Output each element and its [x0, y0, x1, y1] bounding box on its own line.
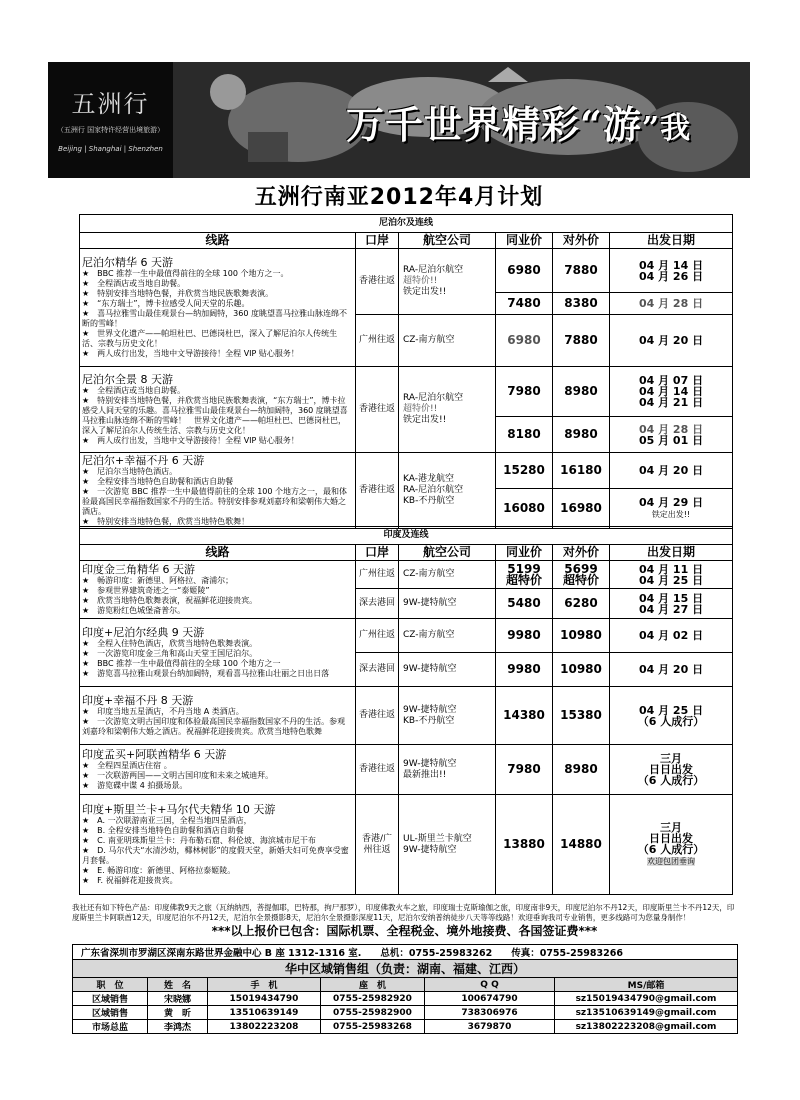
route-point: ★ 印度当地五星酒店，不丹当地 A 类酒店。 [82, 707, 244, 716]
price-included-note: ***以上报价已包含：国际机票、全程税金、境外地接费、各国签证费*** [211, 924, 598, 938]
col-landline: 座 机 [321, 978, 425, 992]
trade-price: 7980 [496, 367, 553, 417]
airline-note: 最新推出!! [403, 769, 447, 780]
date-note: （6 人成行） [637, 774, 705, 787]
email-link[interactable]: sz13510639149@gmail.com [555, 1006, 738, 1020]
route-point: ★ 特别安排当地特色餐，欣赏当地特色歌舞！ [82, 517, 250, 526]
airline-name: 9W-捷特航空 [403, 758, 457, 769]
route-nepal-bhutan [80, 453, 356, 529]
trade-price: 7480 [496, 293, 553, 315]
date: 04 月 15 日 [638, 591, 704, 605]
qq: 100674790 [425, 992, 555, 1006]
name: 宋晓娜 [148, 992, 208, 1006]
route-point: ★ A. 一次联游南亚三国，全程当地四星酒店， [82, 816, 252, 825]
date: 04 月 25 日 [638, 573, 704, 587]
airline-note: 超特价!! [403, 404, 438, 414]
trade-price: 15280 [496, 453, 553, 489]
price: 5699 [564, 561, 598, 576]
retail-price: 16980 [553, 488, 610, 528]
port: 香港/广州往返 [356, 795, 399, 895]
route-point: ★ 全程四星酒店住宿 。 [82, 761, 172, 770]
airline-name: 9W-捷特航空 [403, 704, 457, 715]
phone-text: 总机：0755-25983262 [380, 948, 493, 959]
airline: CZ-南方航空 [399, 315, 496, 367]
port: 广州往返 [356, 315, 399, 367]
mobile: 13510639149 [208, 1006, 321, 1020]
date-note: 铁定出发!! [651, 509, 691, 519]
airline [399, 249, 496, 315]
route-point: ★ BBC 推荐一生中最值得前往的全球 100 个地方之一 [82, 659, 281, 668]
route-point: ★ E. 畅游印度：新德里、阿格拉泰姬陵。 [82, 866, 236, 875]
india-section-title: 印度及连线 [80, 527, 733, 545]
retail-price: 16180 [553, 453, 610, 489]
airline-name: RA-尼泊尔航空 [403, 393, 464, 403]
departure-dates [610, 417, 733, 453]
airline [399, 367, 496, 453]
group-tour-note: 欢迎包团垂询 [647, 857, 696, 866]
col-port: 口岸 [356, 233, 399, 249]
route-point: ★ 全程安排当地特色自助餐和酒店自助餐 [82, 477, 234, 486]
airline: CZ-南方航空 [399, 561, 496, 589]
date: 04 月 25 日 [638, 703, 704, 717]
port: 香港往返 [356, 453, 399, 529]
route-name: 尼泊尔精华 6 天游 [82, 256, 173, 269]
address-text: 广东省深圳市罗湖区深南东路世界金融中心 B 座 1312-1316 室. [81, 948, 362, 959]
date-note: （6 人成行） [637, 843, 705, 856]
retail-price: 7880 [553, 249, 610, 293]
route-point: ★ 特别安排当地特色餐，并欣赏当地民族歌舞表演，“东方瑞士”，博卡拉感受人间天堂的乐趣。喜马拉雅雪山最佳观景台—纳加阔特，360 度眺望喜马拉雅山脉连绵不断的雪峰！ 世界文化遗产——帕坦杜巴、巴德岗杜巴，深入了解尼泊尔人传统生活、宗教与历史文化！ [82, 396, 348, 435]
col-position: 职 位 [73, 978, 148, 992]
route-point: ★ 游览喜马拉雅山观景台纳加阔特，观看喜马拉雅山壮丽之日出日落 [82, 669, 330, 678]
route-point: ★ 特别安排当地特色餐，并欣赏当地民族歌舞表演。 [82, 289, 274, 298]
slogan-main: 万千世界精彩“游 [346, 102, 642, 147]
route-name: 尼泊尔全景 8 天游 [82, 373, 173, 386]
departure-dates [610, 249, 733, 293]
date: 04 月 28 日 [638, 422, 704, 436]
route-nepal-panorama [80, 367, 356, 453]
nepal-section-title: 尼泊尔及连线 [80, 215, 733, 233]
airline-note: 铁定出发!! [403, 287, 447, 297]
date: 04 月 21 日 [638, 396, 704, 409]
airline [399, 687, 496, 745]
route-point: ★ 喜马拉雅雪山最佳观景台—纳加阔特，360 度眺望喜马拉雅山脉连绵不断的雪峰！ [82, 309, 347, 328]
retail-price: 15380 [553, 687, 610, 745]
landline: 0755-25982900 [321, 1006, 425, 1020]
trade-price: 9980 [496, 619, 553, 653]
route-name: 印度+斯里兰卡+马尔代夫精华 10 天游 [82, 803, 276, 816]
retail-price: 8980 [553, 745, 610, 795]
airline: CZ-南方航空 [399, 619, 496, 653]
retail-price: 6280 [553, 589, 610, 619]
port: 深去港回 [356, 589, 399, 619]
trade-price: 5480 [496, 589, 553, 619]
route-india-srilanka-maldives [80, 795, 356, 895]
trade-price: 16080 [496, 488, 553, 528]
col-trade-price: 同业价 [496, 545, 553, 561]
mobile: 15019434790 [208, 992, 321, 1006]
trade-price: 6980 [496, 315, 553, 367]
email-link[interactable]: sz13802223208@gmail.com [555, 1020, 738, 1034]
date: 04 月 20 日 [610, 453, 733, 489]
retail-price: 8980 [553, 417, 610, 453]
price-note: 超特价 [562, 572, 599, 587]
route-point: ★ 全程酒店或当地自助餐。 [82, 279, 186, 288]
port: 香港往返 [356, 249, 399, 315]
route-point: ★ B. 全程安排当地特色自助餐和酒店自助餐 [82, 826, 244, 835]
port: 香港往返 [356, 367, 399, 453]
col-qq: Q Q [425, 978, 555, 992]
route-india-nepal [80, 619, 356, 687]
retail-price: 8980 [553, 367, 610, 417]
date: 三月 [660, 821, 683, 834]
route-point: ★ 游览碟中谍 4 拍摄场景。 [82, 781, 188, 790]
retail-price: 14880 [553, 795, 610, 895]
route-name: 尼泊尔+幸福不丹 6 天游 [82, 454, 205, 467]
landline: 0755-25983268 [321, 1020, 425, 1034]
route-india-mumbai-uae [80, 745, 356, 795]
retail-price: 7880 [553, 315, 610, 367]
trade-price [496, 561, 553, 589]
email-link[interactable]: sz15019434790@gmail.com [555, 992, 738, 1006]
company-logo [48, 62, 173, 178]
airline-name: KB-不丹航空 [403, 715, 455, 726]
route-point: ★ 尼泊尔当地特色酒店。 [82, 467, 178, 476]
col-name: 姓 名 [148, 978, 208, 992]
logo-text: 五洲行 [71, 90, 150, 118]
route-point: ★ 两人成行出发，当地中文导游接待！全程 VIP 贴心服务！ [82, 349, 299, 358]
contact-row [73, 1020, 738, 1034]
departure-dates [610, 687, 733, 745]
retail-price: 8380 [553, 293, 610, 315]
route-point: ★ D. 马尔代夫“水清沙幼，椰林树影”的度假天堂，新婚夫妇可免费享受蜜月套餐。 [82, 846, 349, 865]
route-point: ★ 一次游览文明古国印度和体验最高国民幸福指数国家不丹的生活。参观刘嘉玲和梁朝伟大婚之酒店。祝福鲜花迎接贵宾。欣赏当地特色歌舞 [82, 717, 346, 736]
route-name: 印度+幸福不丹 8 天游 [82, 694, 194, 707]
airline-name: KB-不丹航空 [403, 496, 455, 506]
route-point: ★ C. 南亚明珠斯里兰卡：丹布勒石窟、科伦坡、海滨城市尼干布 [82, 836, 316, 845]
col-dates: 出发日期 [610, 233, 733, 249]
contact-table [72, 944, 738, 1034]
contact-row [73, 992, 738, 1006]
date: 04 月 29 日 [638, 495, 704, 509]
route-name: 印度孟买+阿联酋精华 6 天游 [82, 748, 227, 761]
date: 04 月 07 日 [638, 374, 704, 387]
route-point: ★ 参观世界建筑奇迹之一“泰姬陵” [82, 586, 210, 595]
route-point: ★ 一次游览 BBC 推荐一生中最值得前往的全球 100 个地方之一，最和体验最高国民幸福指数国家不丹的生活。特别安排参观刘嘉玲和梁朝伟大婚之酒店。 [82, 487, 348, 516]
nepal-table [79, 214, 733, 529]
trade-price: 6980 [496, 249, 553, 293]
date: 04 月 27 日 [638, 602, 704, 616]
retail-price: 10980 [553, 619, 610, 653]
route-point: ★ 一次联游两国——文明古国印度和未来之城迪拜。 [82, 771, 274, 780]
fax-text: 传真：0755-25983266 [511, 948, 623, 959]
route-point: ★ 畅游印度：新德里、阿格拉、斋浦尔； [82, 576, 234, 585]
price: 5199 [507, 561, 541, 576]
trade-price: 14380 [496, 687, 553, 745]
route-point: ★ 一次游览印度金三角和高山天堂王国尼泊尔。 [82, 649, 258, 658]
contact-row [73, 1006, 738, 1020]
port: 深去港回 [356, 653, 399, 687]
airline [399, 795, 496, 895]
route-india-bhutan [80, 687, 356, 745]
landline: 0755-25982920 [321, 992, 425, 1006]
route-name: 印度+尼泊尔经典 9 天游 [82, 626, 205, 639]
departure-dates [610, 589, 733, 619]
col-route: 线路 [80, 545, 356, 561]
airline-name: KA-港龙航空 [403, 474, 454, 484]
india-table [79, 526, 733, 895]
slogan-end: ”我 [641, 111, 692, 146]
date: 日日出发 [649, 763, 694, 776]
position: 市场总监 [73, 1020, 148, 1034]
route-point: ★ F. 祝福鲜花迎接贵宾。 [82, 876, 178, 885]
route-name: 印度金三角精华 6 天游 [82, 563, 195, 576]
mobile: 13802223208 [208, 1020, 321, 1034]
price-note: 超特价 [505, 572, 542, 587]
route-india-golden-triangle [80, 561, 356, 619]
route-point: ★ 全程入住特色酒店，欣赏当地特色歌舞表演。 [82, 639, 258, 648]
col-retail-price: 对外价 [553, 545, 610, 561]
date: 日日出发 [649, 832, 694, 845]
col-port: 口岸 [356, 545, 399, 561]
departure-dates [610, 745, 733, 795]
qq: 738306976 [425, 1006, 555, 1020]
col-retail-price: 对外价 [553, 233, 610, 249]
date: 04 月 02 日 [610, 619, 733, 653]
col-mobile: 手 机 [208, 978, 321, 992]
airline-note: 超特价!! [403, 276, 438, 286]
sales-group-title: 华中区域销售组（负责：湖南、福建、江西） [73, 960, 738, 978]
departure-dates [610, 367, 733, 417]
col-dates: 出发日期 [610, 545, 733, 561]
name: 李鸿杰 [148, 1020, 208, 1034]
slogan [346, 94, 691, 149]
date: 三月 [660, 752, 683, 765]
route-nepal-essence [80, 249, 356, 367]
trade-price: 7980 [496, 745, 553, 795]
col-airline: 航空公司 [399, 233, 496, 249]
logo-cities: Beijing | Shanghai | Shenzhen [58, 145, 163, 153]
name: 黄 昕 [148, 1006, 208, 1020]
date: 04 月 28 日 [610, 293, 733, 315]
port: 香港往返 [356, 687, 399, 745]
departure-dates [610, 488, 733, 528]
col-trade-price: 同业价 [496, 233, 553, 249]
other-products-note: 我社还有如下特色产品：印度佛教9天之旅（瓦纳纳西，菩提伽耶，巴特那，拘尸那罗），印度佛教火车之旅，印度瑞士克斯瑜伽之旅，印度南非9天，印度尼泊尔不丹12天，印度斯里兰卡不丹12天，印度斯里兰卡阿联酋12天，印度尼泊尔不丹12天，尼泊尔全景摄影8天，尼泊尔全景摄影深度11天，尼泊尔安纳普纳徒步八天等等线路！欢迎垂询我司专业销售，更多线路可为您量身制作！ [72, 903, 735, 922]
port: 香港往返 [356, 745, 399, 795]
date: 04 月 14 日 [638, 385, 704, 398]
trade-price: 9980 [496, 653, 553, 687]
route-point: ★ 两人成行出发，当地中文导游接待！全程 VIP 贴心服务！ [82, 436, 299, 445]
route-point: ★ 游览粉红色城堡斋普尔。 [82, 606, 186, 615]
header-banner [48, 62, 750, 178]
route-point: ★ “东方瑞士”，博卡拉感受人间天堂的乐趣。 [82, 299, 250, 308]
port: 广州往返 [356, 561, 399, 589]
logo-subtitle: （五洲行 国家特许经营出境旅游） [56, 126, 165, 134]
departure-dates [610, 795, 733, 895]
route-point: ★ BBC 推荐一生中最值得前往的全球 100 个地方之一。 [82, 269, 289, 278]
date: 04 月 26 日 [638, 269, 704, 283]
airline-name: RA-尼泊尔航空 [403, 265, 464, 275]
position: 区域销售 [73, 1006, 148, 1020]
airline [399, 745, 496, 795]
date: 04 月 11 日 [638, 562, 704, 576]
airline [399, 453, 496, 529]
date: 04 月 20 日 [610, 315, 733, 367]
date-note: （6 人成行） [637, 714, 705, 728]
trade-price: 13880 [496, 795, 553, 895]
qq: 3679870 [425, 1020, 555, 1034]
port: 广州往返 [356, 619, 399, 653]
airline-name: 9W-捷特航空 [403, 844, 457, 855]
airline-name: RA-尼泊尔航空 [403, 485, 464, 495]
retail-price: 10980 [553, 653, 610, 687]
position: 区域销售 [73, 992, 148, 1006]
col-email: MS/邮箱 [555, 978, 738, 992]
retail-price [553, 561, 610, 589]
trade-price: 8180 [496, 417, 553, 453]
col-route: 线路 [80, 233, 356, 249]
airline-note: 铁定出发!! [403, 415, 447, 425]
route-point: ★ 世界文化遗产——帕坦杜巴、巴德岗杜巴，深入了解尼泊尔人传统生活、宗教与历史文化！ [82, 329, 338, 348]
company-address [73, 945, 738, 960]
departure-dates [610, 561, 733, 589]
airline: 9W-捷特航空 [399, 589, 496, 619]
airline-name: UL-斯里兰卡航空 [403, 833, 472, 844]
date: 04 月 14 日 [638, 258, 704, 272]
route-point: ★ 全程酒店或当地自助餐。 [82, 386, 186, 395]
page-title: 五洲行南亚2012年4月计划 [254, 185, 544, 210]
route-point: ★ 欣赏当地特色歌舞表演，祝福鲜花迎接贵宾。 [82, 596, 258, 605]
date: 05 月 01 日 [638, 433, 704, 447]
col-airline: 航空公司 [399, 545, 496, 561]
date: 04 月 20 日 [610, 653, 733, 687]
airline: 9W-捷特航空 [399, 653, 496, 687]
